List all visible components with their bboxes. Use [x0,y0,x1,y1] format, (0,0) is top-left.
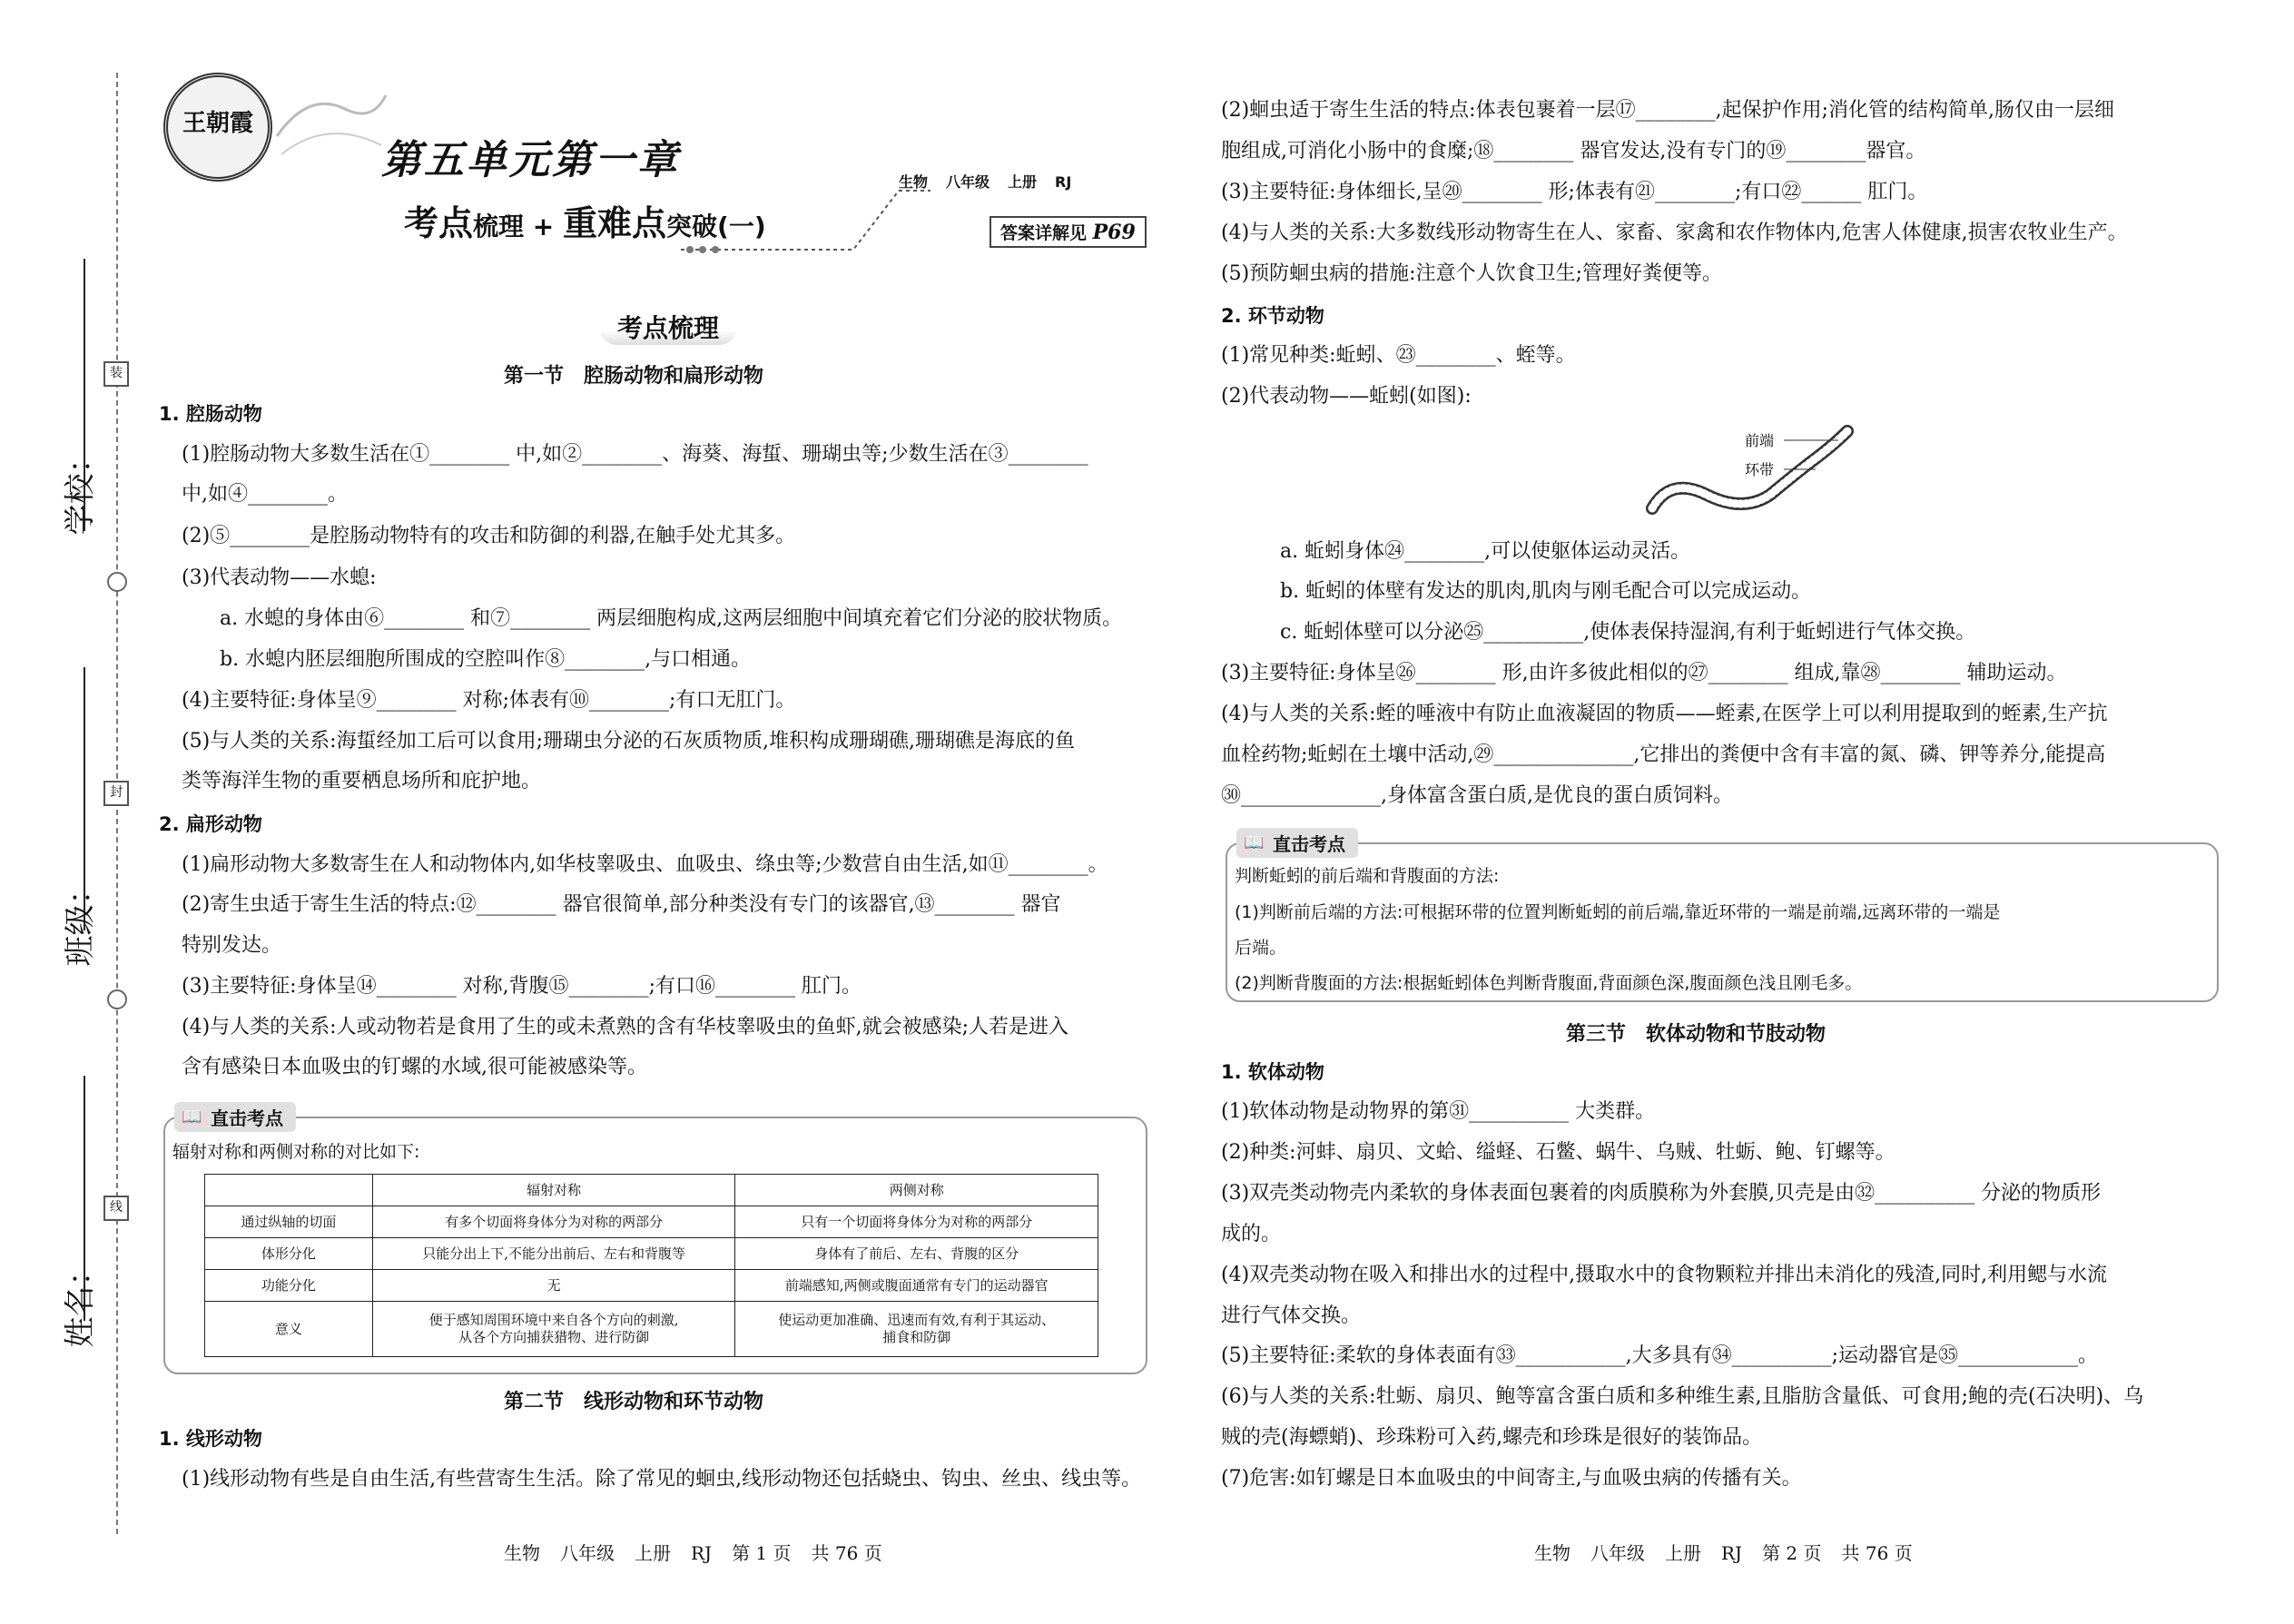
text-line: (6)与人类的关系:牡蛎、扇贝、鲍等富含蛋白质和多种维生素,且脂肪含量低、可食用;鲍的壳(石决明)、乌 [1221,1385,2144,1408]
text-line: (4)与人类的关系:蛭的唾液中有防止血液凝固的物质——蛭素,在医学上可以利用提取到的蛭素,生产抗 [1221,703,2108,725]
answer-page: P69 [1092,221,1136,244]
footer-item: 第 1 页 [732,1542,792,1564]
table-row [205,1302,1098,1357]
meta-edition: RJ [1055,173,1072,191]
key-point-label: 直击考点 [1273,833,1345,855]
subtitle-part: 重难点 [563,203,667,243]
page-footer-left [504,1539,902,1565]
key-point-line: (2)判断背腹面的方法:根据蚯蚓体色判断背腹面,背面颜色深,腹面颜色浅且刚毛多。 [1235,973,1863,993]
table-cell: 只有一个切面将身体分为对称的两部分 [735,1206,1098,1238]
table-cell: 身体有了前后、左右、背腹的区分 [735,1238,1098,1270]
key-point-intro: 辐射对称和两侧对称的对比如下: [172,1142,420,1162]
table-cell: 体形分化 [205,1238,373,1270]
table-row [205,1206,1098,1238]
text-line: (7)危害:如钉螺是日本血吸虫的中间寄主,与血吸虫病的传播有关。 [1221,1467,1802,1490]
section-2-title: 第二节 线形动物和环节动物 [504,1391,764,1413]
text-line: ㉚______________,身体富含蛋白质,是优良的蛋白质饲料。 [1221,784,1733,807]
footer-item: 共 76 页 [811,1542,882,1564]
heading: 1. 腔肠动物 [159,403,262,425]
footer-item: 八年级 [560,1542,615,1564]
table-cell: 通过纵轴的切面 [205,1206,373,1238]
footer-item: 上册 [1665,1542,1701,1564]
class-label: 班级： [62,873,99,967]
table-cell: 使运动更加准确、迅速而有效,有利于其运动、 捕食和防御 [735,1302,1098,1357]
text-line: (2)代表动物——蚯蚓(如图): [1221,385,1472,408]
key-point-line: 后端。 [1235,938,1287,958]
text-line: b. 水螅内胚层细胞所围成的空腔叫作⑧________,与口相通。 [220,648,752,671]
footer-item: RJ [1721,1542,1743,1564]
text-line: (1)扁形动物大多数寄生在人和动物体内,如华枝睾吸虫、血吸虫、绦虫等;少数营自由生活,如⑪________。 [182,853,1108,876]
key-point-label: 直击考点 [211,1107,283,1129]
key-point-tag [1236,828,1358,858]
binding-hole [107,989,127,1009]
text-line: a. 水螅的身体由⑥________ 和⑦________ 两层细胞构成,这两层细胞中间填充着它们分泌的胶状物质。 [220,607,1123,630]
text-line: (2)种类:河蚌、扇贝、文蛤、缢蛏、石鳖、蜗牛、乌贼、牡蛎、鲍、钉螺等。 [1221,1141,1895,1164]
text-line: 特别发达。 [182,934,282,957]
earthworm-figure [1643,422,1861,531]
footer-item: 八年级 [1590,1542,1645,1564]
text-line: 贼的壳(海螵蛸)、珍珠粉可入药,螺壳和珍珠是很好的装饰品。 [1221,1426,1763,1449]
text-line: a. 蚯蚓身体㉔________,可以使躯体运动灵活。 [1280,540,1691,563]
key-point-tag [174,1102,296,1132]
logo-text: 王朝霞 [182,110,253,137]
ribbon-decoration [272,82,390,163]
footer-item: 生物 [1534,1542,1570,1564]
section-3-title: 第三节 软体动物和节肢动物 [1566,1023,1826,1046]
text-line: (3)双壳类动物壳内柔软的身体表面包裹着的肉质膜称为外套膜,贝壳是由㉜__________ 分泌的物质形 [1221,1182,2102,1205]
page-footer-right [1534,1539,1933,1565]
text-line: (4)与人类的关系:大多数线形动物寄生在人、家畜、家禽和农作物体内,危害人体健康,损害农牧业生产。 [1221,221,2128,244]
heading: 1. 线形动物 [159,1428,262,1450]
header-dotted-line [672,182,935,254]
bind-mark: 装 [103,361,129,387]
header-meta [899,171,1089,192]
heading: 2. 扁形动物 [159,813,262,835]
book-icon: 📖 [1244,833,1265,852]
answer-prefix: 答案详解见 [1000,223,1093,243]
meta-volume: 上册 [1008,173,1038,191]
worm-label-front: 前端 [1745,432,1775,449]
table-header-cell: 两侧对称 [735,1175,1098,1206]
text-line: (1)常见种类:蚯蚓、㉓________、蛭等。 [1221,344,1576,367]
comparison-table [204,1174,1098,1357]
text-line: 胞组成,可消化小肠中的食糜;⑱________ 器官发达,没有专门的⑲________器官。 [1221,140,1926,162]
text-line: 类等海洋生物的重要栖息场所和庇护地。 [182,770,542,792]
heading: 1. 软体动物 [1221,1061,1324,1083]
publisher-logo [163,73,272,182]
table-row [205,1270,1098,1302]
footer-item: 上册 [635,1542,671,1564]
text-line: (2)蛔虫适于寄生生活的特点:体表包裹着一层⑰________,起保护作用;消化管的结构简单,肠仅由一层细 [1221,99,2114,122]
subtitle-part: 突破(一) [666,212,766,241]
text-line: 成的。 [1221,1223,1282,1245]
footer-item: 第 2 页 [1762,1542,1822,1564]
table-row [205,1238,1098,1270]
text-line: (3)主要特征:身体呈㉖________ 形,由许多彼此相似的㉗________ 组成,靠㉘________ 辅助运动。 [1221,662,2067,684]
footer-item: 生物 [504,1542,540,1564]
subtitle-part: 考点 [404,203,474,243]
table-header-cell: 辐射对称 [372,1175,735,1206]
section-1-title: 第一节 腔肠动物和扁形动物 [504,365,764,388]
text-line: (2)⑤________是腔肠动物特有的攻击和防御的利器,在触手处尤其多。 [182,525,796,547]
text-line: (5)与人类的关系:海蜇经加工后可以食用;珊瑚虫分泌的石灰质物质,堆积构成珊瑚礁,珊瑚礁是海底的鱼 [182,730,1075,753]
heading: 2. 环节动物 [1221,305,1324,327]
text-line: 血栓药物;蚯蚓在土壤中活动,㉙______________,它排出的粪便中含有丰富的氮、磷、钾等养分,能提高 [1221,743,2106,766]
text-line: (3)代表动物——水螅: [182,566,377,589]
text-line: (2)寄生虫适于寄生生活的特点:⑫________ 器官很简单,部分种类没有专门的该器官,⑬________ 器官 [182,893,1061,916]
text-line: (3)主要特征:身体细长,呈⑳________ 形;体表有㉑________;有口㉒______ 肛门。 [1221,181,1928,203]
table-cell: 前端感知,两侧或腹面通常有专门的运动器官 [735,1270,1098,1302]
chapter-title: 第五单元第一章 [381,137,680,183]
table-header-row [205,1175,1098,1206]
text-line: (4)与人类的关系:人或动物若是食用了生的或未煮熟的含有华枝睾吸虫的鱼虾,就会被感染;人若是进入 [182,1016,1068,1038]
key-point-line: (1)判断前后端的方法:可根据环带的位置判断蚯蚓的前后端,靠近环带的一端是前端,远离环带的一端是 [1235,902,2001,922]
text-line: 含有感染日本血吸虫的钉螺的水域,很可能被感染等。 [182,1056,647,1078]
binding-strip [0,0,123,1624]
section-title: 考点梳理 [599,309,737,345]
text-line: (5)主要特征:柔软的身体表面有㉝___________,大多具有㉞__________;运动器官是㉟____________。 [1221,1344,2098,1367]
text-line: (3)主要特征:身体呈⑭________ 对称,背腹⑮________;有口⑯________ 肛门。 [182,975,861,998]
subtitle-part: + [524,212,563,241]
text-line: (1)线形动物有些是自由生活,有些营寄生生活。除了常见的蛔虫,线形动物还包括蛲虫、钩虫、丝虫、线虫等。 [182,1468,1142,1491]
school-label: 学校： [62,442,99,536]
binding-hole [107,572,127,592]
text-line: 进行气体交换。 [1221,1304,1362,1327]
footer-item: RJ [691,1542,713,1564]
text-line: 中,如④________。 [182,483,348,506]
table-cell: 有多个切面将身体分为对称的两部分 [372,1206,735,1238]
text-line: (4)主要特征:身体呈⑨________ 对称;体表有⑩________;有口无肛门。 [182,689,796,712]
table-cell: 功能分化 [205,1270,373,1302]
subtitle-part: 梳理 [473,212,525,241]
table-header-cell [205,1175,373,1206]
bind-mark: 封 [103,781,129,806]
table-cell: 意义 [205,1302,373,1357]
meta-grade: 八年级 [946,173,990,191]
meta-subject: 生物 [899,173,929,191]
book-icon: 📖 [182,1107,202,1127]
answer-reference [989,216,1147,248]
footer-item: 共 76 页 [1841,1542,1913,1564]
table-cell: 无 [372,1270,735,1302]
key-point-line: 判断蚯蚓的前后端和背腹面的方法: [1235,866,1500,886]
table-cell: 只能分出上下,不能分出前后、左右和背腹等 [372,1238,735,1270]
text-line: (1)腔肠动物大多数生活在①________ 中,如②________、海葵、海蜇、珊瑚虫等;少数生活在③________ [182,443,1088,466]
text-line: (1)软体动物是动物界的第㉛__________ 大类群。 [1221,1100,1656,1123]
name-label: 姓名： [62,1255,99,1348]
table-cell: 便于感知周围环境中来自各个方向的刺激, 从各个方向捕获猎物、进行防御 [372,1302,735,1357]
bind-mark: 线 [103,1196,129,1221]
worm-label-clitellum: 环带 [1745,461,1775,478]
text-line: c. 蚯蚓体壁可以分泌㉕__________,使体表保持湿润,有利于蚯蚓进行气体交换。 [1280,621,1976,644]
text-line: (4)双壳类动物在吸入和排出水的过程中,摄取水中的食物颗粒并排出未消化的残渣,同时,利用鳃与水流 [1221,1264,2108,1286]
text-line: b. 蚯蚓的体壁有发达的肌肉,肌肉与刚毛配合可以完成运动。 [1280,580,1812,603]
text-line: (5)预防蛔虫病的措施:注意个人饮食卫生;管理好粪便等。 [1221,262,1722,285]
